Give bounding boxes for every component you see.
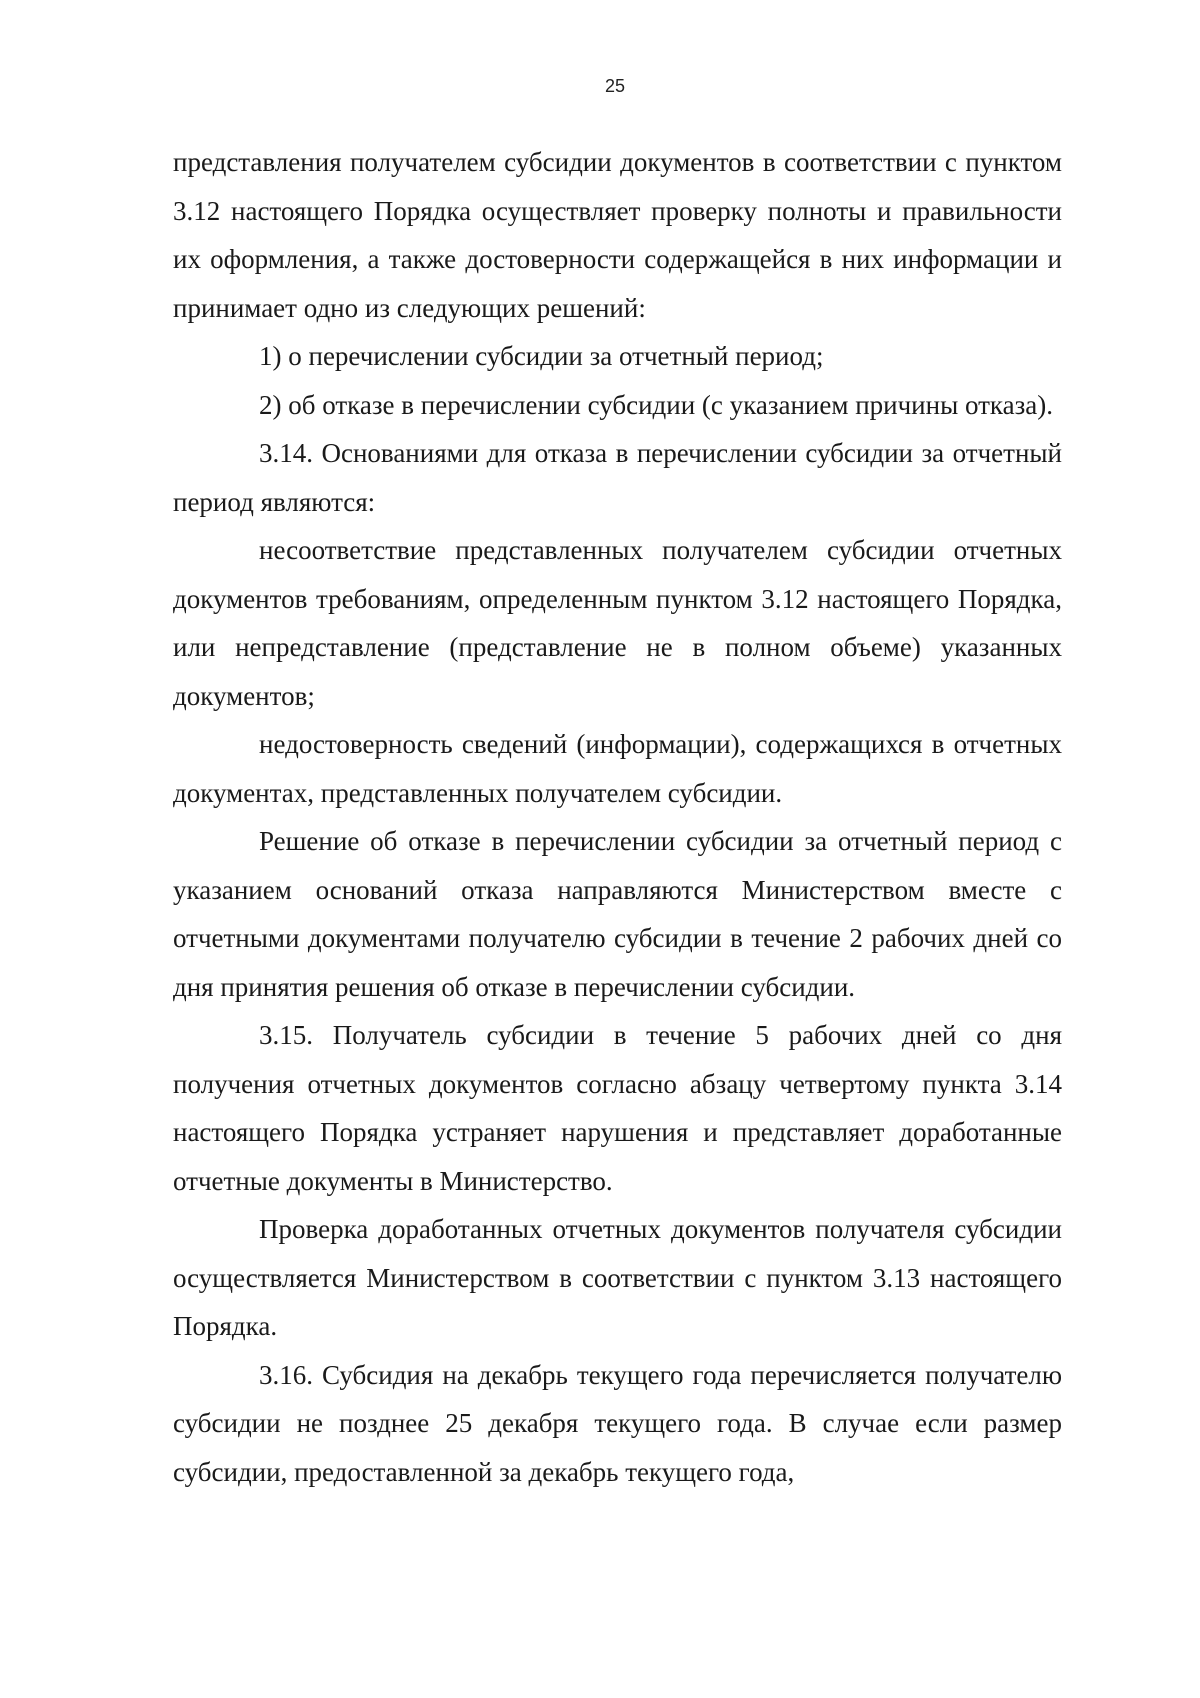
paragraph-verification-decisions: представления получателем субсидии документов в соответствии с пунктом 3.12 настоящего Порядка осуществляет проверку полноты и правильности их оформления, а также достоверности содержащейся в них информации и принимает одно из следующих решений:	[173, 147, 1062, 323]
paragraph-3-15-correction: 3.15. Получатель субсидии в течение 5 рабочих дней со дня получения отчетных документов согласно абзацу четвертому пункта 3.14 настоящего Порядка устраняет нарушения и представляет доработанные отчетные документы в Министерство.	[173, 1020, 1062, 1196]
paragraph-decision-transfer: 1) о перечислении субсидии за отчетный период;	[259, 341, 824, 371]
paragraph-3-14-grounds: 3.14. Основаниями для отказа в перечислении субсидии за отчетный период являются:	[173, 438, 1062, 517]
paragraph-ground-unreliability: недостоверность сведений (информации), содержащихся в отчетных документах, представленных получателем субсидии.	[173, 729, 1062, 808]
paragraph-recheck: Проверка доработанных отчетных документов получателя субсидии осуществляется Министерством в соответствии с пунктом 3.13 настоящего Порядка.	[173, 1214, 1062, 1341]
document-body	[173, 138, 1062, 1496]
paragraph-3-16-december: 3.16. Субсидия на декабрь текущего года перечисляется получателю субсидии не позднее 25 декабря текущего года. В случае если размер субсидии, предоставленной за декабрь текущего года,	[173, 1359, 1062, 1487]
page-number: 25	[604, 76, 626, 96]
paragraph-decision-refusal: 2) об отказе в перечислении субсидии (с указанием причины отказа).	[259, 389, 1053, 420]
paragraph-ground-nonconformity: несоответствие представленных получателем субсидии отчетных документов требованиям, определенным пунктом 3.12 настоящего Порядка, или непредставление (представление не в полном объеме) указанных документов;	[173, 535, 1062, 711]
paragraph-refusal-notice: Решение об отказе в перечислении субсидии за отчетный период с указанием оснований отказа направляются Министерством вместе с отчетными документами получателю субсидии в течение 2 рабочих дней со дня принятия решения об отказе в перечислении субсидии.	[173, 826, 1062, 1002]
